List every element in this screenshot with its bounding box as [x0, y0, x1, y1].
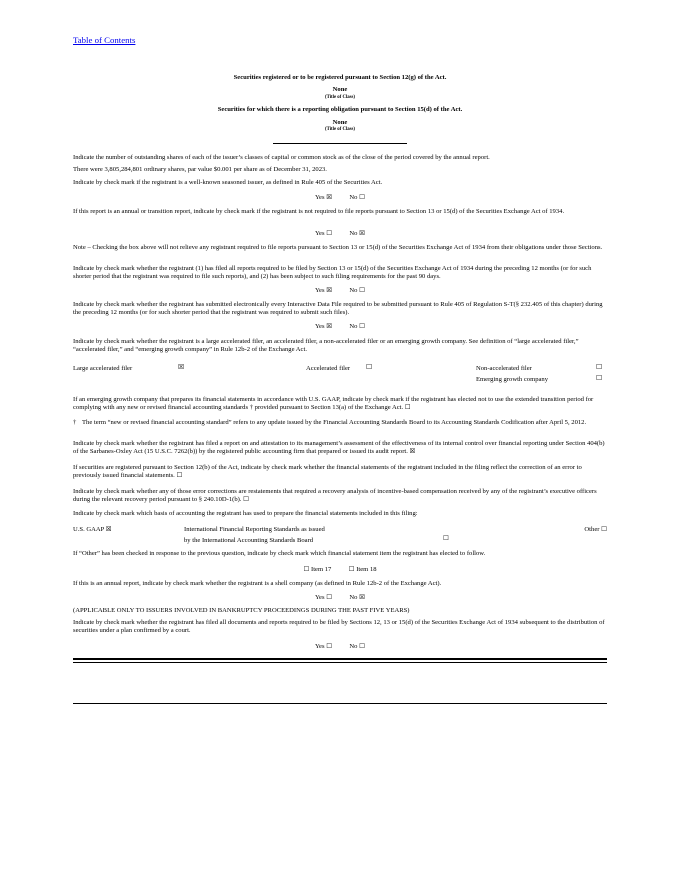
interactive-data-no[interactable]: No ☐	[349, 323, 366, 330]
section-15d-heading: Securities for which there is a reporting obligation pursuant to Section 15(d) of the Act.	[217, 106, 463, 113]
double-rule-bottom	[73, 662, 607, 663]
error-correction-question: If securities are registered pursuant to Section 12(b) of the Act, indicate by check mark whether the financial statements of the registrant included in the filing reflect the correction of an error to previously issued financial statements. ☐	[73, 464, 582, 480]
section-12g-caption: (Title of Class)	[324, 95, 356, 100]
interactive-data-question: Indicate by check mark whether the registrant has submitted electronically every Interactive Data File required to be submitted pursuant to Rule 405 of Regulation S-T(§ 232.405 of this chapter) during the preceding 12 months (or for such shorter period that the registrant was required to submit such files).	[73, 301, 603, 317]
accelerated-filer-checkbox[interactable]: ☐	[366, 363, 373, 371]
filer-status-question: Indicate by check mark whether the registrant is a large accelerated filer, an accelerated filer, a non-accelerated filer or an emerging growth company. See definition of “large accelerated filer,” “accelerated filer,” and “emerging growth company” in Rule 12b-2 of the Exchange Act.	[73, 338, 579, 354]
non-accelerated-filer-label: Non-accelerated filer	[476, 365, 532, 372]
filed-reports-checkboxes	[73, 287, 607, 295]
section-divider	[273, 143, 407, 144]
double-rule-top	[73, 658, 607, 660]
ifrs-option-line2: by the International Accounting Standards Board	[184, 537, 314, 544]
filed-reports-yes[interactable]: Yes ☒	[314, 287, 333, 294]
filed-reports-question: Indicate by check mark whether the registrant (1) has filed all reports required to be filed by Section 13 or 15(d) of the Securities Exchange Act of 1934 during the preceding 12 months (or for such shorter period that the registrant was required to file such reports), and (2) has been subject to such filing requirements for the past 90 days.	[73, 265, 592, 281]
bankruptcy-yes[interactable]: Yes ☐	[314, 643, 333, 650]
section-12g-heading: Securities registered or to be registered pursuant to Section 12(g) of the Act.	[233, 74, 447, 81]
item-17-option[interactable]: ☐ Item 17	[303, 566, 332, 573]
ifrs-checkbox[interactable]: ☐	[443, 535, 449, 542]
item-18-option[interactable]: ☐ Item 18	[348, 566, 377, 573]
shell-company-no[interactable]: No ☒	[349, 594, 366, 601]
shell-company-checkboxes	[73, 594, 607, 602]
section-15d-caption: (Title of Class)	[324, 127, 356, 132]
emerging-growth-company-checkbox[interactable]: ☐	[596, 374, 603, 382]
page-bottom-rule	[73, 703, 607, 704]
section-15d-value: None	[332, 119, 348, 126]
us-gaap-option[interactable]: U.S. GAAP ☒	[73, 526, 112, 533]
not-required-checkboxes	[73, 230, 607, 238]
emerging-growth-company-label: Emerging growth company	[476, 376, 549, 383]
dagger-mark: †	[73, 419, 77, 426]
ifrs-option-line1: International Financial Reporting Standards as issued	[184, 526, 325, 533]
outstanding-shares-question: Indicate the number of outstanding shares of each of the issuer’s classes of capital or common stock as of the close of the period covered by the annual report.	[73, 154, 490, 161]
filed-reports-no[interactable]: No ☐	[349, 287, 366, 294]
bankruptcy-no[interactable]: No ☐	[349, 643, 366, 650]
large-accelerated-filer-checkbox[interactable]: ☒	[178, 363, 185, 371]
wksi-no[interactable]: No ☐	[349, 194, 366, 201]
shell-company-yes[interactable]: Yes ☐	[314, 594, 333, 601]
interactive-data-checkboxes	[73, 323, 607, 331]
not-required-no[interactable]: No ☒	[349, 230, 366, 237]
note-text: Note – Checking the box above will not relieve any registrant required to file reports pursuant to Section 13 or 15(d) of the Securities Exchange Act of 1934 from their obligations under those Sections.	[73, 244, 603, 251]
non-accelerated-filer-checkbox[interactable]: ☐	[596, 363, 603, 371]
dagger-footnote: The term “new or revised financial accounting standard” refers to any update issued by the Financial Accounting Standards Board to its Accounting Standards Codification after April 5, 2012.	[82, 419, 587, 426]
item-checkboxes	[73, 566, 607, 574]
egc-transition-question: If an emerging growth company that prepares its financial statements in accordance with U.S. GAAP, indicate by check mark if the registrant has elected not to use the extended transition period for complying with any new or revised financial accounting standards † provided pursuant to Section 13(a) of the Exchange Act. ☐	[73, 396, 594, 412]
large-accelerated-filer-label: Large accelerated filer	[73, 365, 133, 372]
wksi-yes[interactable]: Yes ☒	[314, 194, 333, 201]
wksi-question: Indicate by check mark if the registrant is a well-known seasoned issuer, as defined in Rule 405 of the Securities Act.	[73, 179, 383, 186]
bankruptcy-heading: (APPLICABLE ONLY TO ISSUERS INVOLVED IN BANKRUPTCY PROCEEDINGS DURING THE PAST FIVE YEARS)	[73, 607, 410, 614]
sox-404b-question: Indicate by check mark whether the registrant has filed a report on and attestation to its management’s assessment of the effectiveness of its internal control over financial reporting under Section 404(b) of the Sarbanes-Oxley Act (15 U.S.C. 7262(b)) by the registered public accounting firm that prepared or issued its audit report. ☒	[73, 440, 605, 456]
restatement-question: Indicate by check mark whether any of those error corrections are restatements that required a recovery analysis of incentive-based compensation received by any of the registrant’s executive officers during the relevant recovery period pursuant to § 240.10D-1(b). ☐	[73, 488, 597, 504]
accelerated-filer-label: Accelerated filer	[306, 365, 351, 372]
shell-company-question: If this is an annual report, indicate by check mark whether the registrant is a shell company (as defined in Rule 12b-2 of the Exchange Act).	[73, 580, 442, 587]
other-option[interactable]: Other ☐	[584, 526, 607, 533]
outstanding-shares-answer: There were 3,805,284,801 ordinary shares, par value $0.001 per share as of December 31, 2023.	[73, 166, 327, 173]
bankruptcy-checkboxes	[73, 643, 607, 651]
bankruptcy-question: Indicate by check mark whether the registrant has filed all documents and reports required to be filed by Sections 12, 13 or 15(d) of the Securities Exchange Act of 1934 subsequent to the distribution of securities under a plan confirmed by a court.	[73, 619, 605, 635]
not-required-yes[interactable]: Yes ☐	[314, 230, 333, 237]
other-item-question: If “Other” has been checked in response to the previous question, indicate by check mark which financial statement item the registrant has elected to follow.	[73, 550, 486, 557]
wksi-checkboxes	[73, 194, 607, 202]
not-required-question: If this report is an annual or transition report, indicate by check mark if the registrant is not required to file reports pursuant to Section 13 or 15(d) of the Securities Exchange Act of 1934.	[73, 208, 565, 215]
accounting-basis-question: Indicate by check mark which basis of accounting the registrant has used to prepare the financial statements included in this filing:	[73, 510, 418, 517]
section-12g-value: None	[332, 86, 348, 93]
interactive-data-yes[interactable]: Yes ☒	[314, 323, 333, 330]
table-of-contents-link[interactable]: Table of Contents	[73, 35, 136, 45]
